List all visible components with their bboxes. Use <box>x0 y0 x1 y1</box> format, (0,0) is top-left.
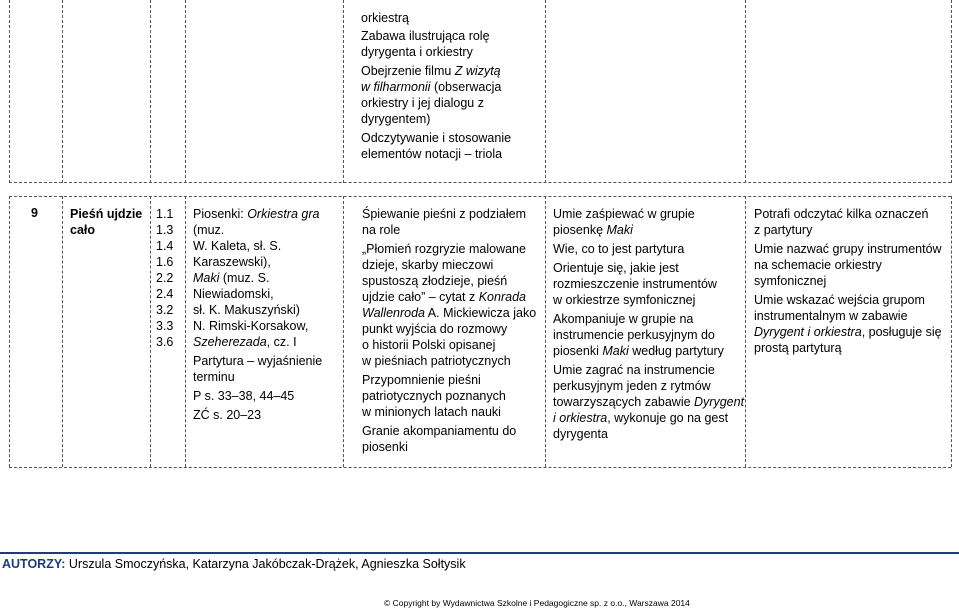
code: 2.2 <box>156 271 174 285</box>
text: Piosenki: <box>193 207 248 221</box>
text-line: Niewiadomski, <box>193 287 274 301</box>
table-border <box>9 182 951 183</box>
table-border <box>745 196 746 467</box>
game-title: i orkiestra <box>553 411 608 425</box>
text-line: sł. K. Makuszyński) <box>193 303 300 317</box>
code: 3.2 <box>156 303 174 317</box>
text-line: dyrygenta i orkiestry <box>361 45 473 59</box>
text-line: Umie nazwać grupy instrumentów <box>754 242 942 256</box>
text: według partytury <box>628 344 724 358</box>
text-line: Wie, co to jest partytura <box>553 242 685 256</box>
text: piosenki <box>553 344 603 358</box>
table-border <box>185 196 186 467</box>
table-border <box>185 0 186 183</box>
text-line: w pieśniach patriotycznych <box>362 354 511 368</box>
text-line: instrumentalnym w zabawie <box>754 309 908 323</box>
authors-names: Urszula Smoczyńska, Katarzyna Jakóbczak-Drążek, Agnieszka Sołtysik <box>65 557 466 571</box>
table-border <box>545 0 546 183</box>
text: (muz. S. <box>219 271 270 285</box>
text-line: elementów notacji – triola <box>361 147 503 161</box>
text-line: z partytury <box>754 223 813 237</box>
text-line: piosenki <box>362 440 408 454</box>
text: piosenkę <box>553 223 607 237</box>
code: 1.4 <box>156 239 174 253</box>
text-line: Partytura – wyjaśnienie <box>193 354 323 368</box>
topic-line: cało <box>70 223 96 237</box>
text-line: „Płomień rozgryzie malowane <box>362 242 526 256</box>
text: , wykonuje go na gest <box>607 411 729 425</box>
text-line: orkiestrą <box>361 11 409 25</box>
text-line: Karaszewski), <box>193 255 271 269</box>
topic-cell <box>70 206 142 238</box>
text-line: Granie akompaniamentu do <box>362 424 517 438</box>
table-border <box>150 196 151 467</box>
code: 3.6 <box>156 335 174 349</box>
table-border <box>951 196 952 467</box>
text-line: spustoszą złodzieje, pieśń <box>362 274 508 288</box>
text-line <box>361 79 511 95</box>
text-line: Przypomnienie pieśni <box>362 373 481 387</box>
text-line: Umie zagrać na instrumencie <box>553 363 715 377</box>
table-border <box>745 0 746 183</box>
advanced-skills-cell <box>754 206 942 356</box>
table-border <box>343 0 344 183</box>
text-line: (muz. <box>193 223 225 237</box>
work-title: Wallenroda <box>362 306 426 320</box>
film-title: w filharmonii <box>361 80 431 94</box>
song-title: Maki <box>602 344 629 358</box>
text: , cz. I <box>266 335 297 349</box>
text-line <box>553 222 744 238</box>
text-line: Umie zaśpiewać w grupie <box>553 207 695 221</box>
skills-cell <box>553 206 744 442</box>
text-line: na role <box>362 223 401 237</box>
text-line: w minionych latach nauki <box>362 405 501 419</box>
code: 1.1 <box>156 207 174 221</box>
table-border <box>9 467 951 468</box>
text-line <box>193 270 322 286</box>
table-border <box>951 0 952 183</box>
table-border <box>9 0 10 183</box>
code: 3.3 <box>156 319 174 333</box>
activities-cell-continued <box>361 10 511 162</box>
text-line: Odczytywanie i stosowanie <box>361 131 512 145</box>
text-line <box>553 394 744 410</box>
code: 2.4 <box>156 287 174 301</box>
text-line: Umie wskazać wejścia grupom <box>754 293 925 307</box>
authors-label: AUTORZY: <box>2 557 66 571</box>
text-line <box>361 63 511 79</box>
text-line: w orkiestrze symfonicznej <box>553 293 696 307</box>
text-line: P s. 33–38, 44–45 <box>193 389 295 403</box>
game-title: Dyrygent i orkiestra <box>754 325 862 339</box>
text-line: symfonicznej <box>754 274 827 288</box>
text-line: Potrafi odczytać kilka oznaczeń <box>754 207 929 221</box>
table-border <box>545 196 546 467</box>
text-line: orkiestry i jej dialogu z <box>361 96 484 110</box>
game-title: Dyrygent <box>694 395 745 409</box>
text-line: W. Kaleta, sł. S. <box>193 239 282 253</box>
work-title: Szeherezada <box>193 335 267 349</box>
text-line: terminu <box>193 370 235 384</box>
text-line: dyrygenta <box>553 427 608 441</box>
text-line: rozmieszczenie instrumentów <box>553 277 717 291</box>
topic-line: Pieśń ujdzie <box>70 207 143 221</box>
text-line <box>754 324 942 340</box>
text: towarzyszących zabawie <box>553 395 695 409</box>
materials-cell <box>193 206 322 423</box>
text-line <box>553 410 744 426</box>
code: 1.6 <box>156 255 174 269</box>
text-line: punkt wyjścia do rozmowy <box>362 322 508 336</box>
text-line: prostą partyturą <box>754 341 842 355</box>
text-line <box>193 334 322 350</box>
text-line: Akompaniuje w grupie na <box>553 312 694 326</box>
text-line: Zabawa ilustrująca rolę <box>361 29 490 43</box>
activities-cell <box>362 206 536 455</box>
text-line: instrumencie perkusyjnym do <box>553 328 715 342</box>
text-line <box>553 343 744 359</box>
row-number: 9 <box>31 206 38 220</box>
text: A. Mickiewicza jako <box>425 306 537 320</box>
code: 1.3 <box>156 223 174 237</box>
text-line: perkusyjnym jeden z rytmów <box>553 379 711 393</box>
text-line: dyrygentem) <box>361 112 431 126</box>
authors-line <box>2 557 466 571</box>
table-border <box>9 196 10 467</box>
text-line <box>193 206 322 222</box>
text: , posługuje się <box>861 325 942 339</box>
work-title: Konrada <box>478 290 526 304</box>
text-line: ZĆ s. 20–23 <box>193 408 262 422</box>
song-title: Maki <box>606 223 633 237</box>
text: (obserwacja <box>430 80 502 94</box>
text: ujdzie cało” – cytat z <box>362 290 479 304</box>
text-line: dzieje, skarby mieczowi <box>362 258 494 272</box>
text-line: Śpiewanie pieśni z podziałem <box>362 207 526 221</box>
footer-divider <box>0 552 959 554</box>
codes-cell <box>156 206 173 350</box>
text-line <box>362 289 536 305</box>
text-line: N. Rimski-Korsakow, <box>193 319 309 333</box>
song-title: Orkiestra gra <box>247 207 320 221</box>
table-border <box>62 0 63 183</box>
table-border <box>62 196 63 467</box>
text: Obejrzenie filmu <box>361 64 455 78</box>
song-title: Maki <box>193 271 220 285</box>
text-line: patriotycznych poznanych <box>362 389 506 403</box>
film-title: Z wizytą <box>454 64 501 78</box>
text-line: Orientuje się, jakie jest <box>553 261 679 275</box>
table-border <box>150 0 151 183</box>
text-line <box>362 305 536 321</box>
table-border <box>343 196 344 467</box>
text-line: o historii Polski opisanej <box>362 338 496 352</box>
text-line: na schemacie orkiestry <box>754 258 882 272</box>
copyright-notice: © Copyright by Wydawnictwa Szkolne i Pedagogiczne sp. z o.o., Warszawa 2014 <box>384 598 690 608</box>
